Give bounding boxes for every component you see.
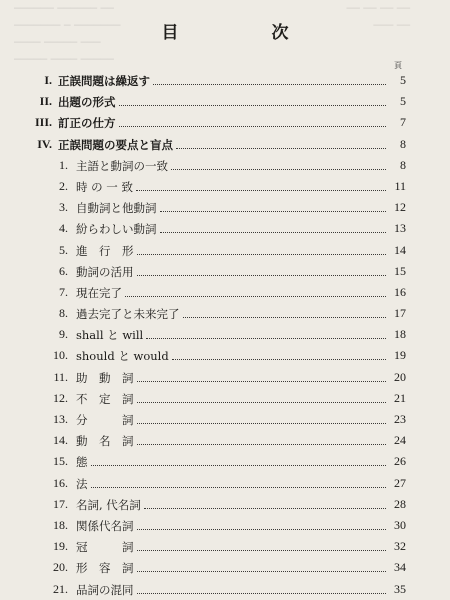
entry-number: 2. (59, 178, 68, 193)
entry-leader (76, 264, 388, 280)
entry-number: 12. (53, 390, 68, 405)
entry-number: 8. (59, 306, 68, 321)
entry-page-number: 8 (400, 157, 406, 172)
dot-leader (137, 381, 387, 382)
entry-title: 自動詞と他動詞 (76, 201, 157, 216)
entry-page-number: 24 (394, 433, 406, 448)
entry-number: 20. (53, 560, 68, 575)
entry-number: 14. (53, 433, 68, 448)
entry-page-number: 7 (400, 115, 406, 130)
entry-number: 13. (53, 412, 68, 426)
dot-leader (137, 571, 387, 572)
entry-number: 19. (53, 539, 68, 554)
entry-leader (58, 73, 388, 89)
entry-leader (76, 454, 388, 470)
entry-leader (58, 94, 388, 110)
toc-entry-row (0, 197, 450, 218)
entry-leader (76, 560, 388, 576)
entry-page-number: 18 (394, 327, 406, 342)
toc-entry-row (0, 557, 450, 578)
entry-number: II. (39, 94, 52, 109)
entry-number: 15. (53, 454, 68, 469)
entry-title: 紛らわしい動詞 (76, 222, 157, 237)
dot-leader (137, 423, 387, 424)
entry-page-number: 35 (394, 581, 406, 596)
dot-leader (119, 126, 387, 127)
entry-number: 5. (59, 242, 68, 257)
entry-leader (76, 433, 388, 449)
toc-section-row (0, 70, 450, 91)
entry-title: 態 (76, 455, 88, 470)
entry-leader (76, 285, 388, 301)
entry-page-number: 15 (394, 263, 406, 278)
entry-page-number: 28 (394, 496, 406, 511)
entry-title: 過去完了と未来完了 (76, 307, 180, 322)
entry-number: 11. (53, 369, 68, 384)
dot-leader (137, 254, 387, 255)
entry-number: 9. (59, 327, 68, 342)
toc-section-row (0, 91, 450, 112)
toc-entry-row (0, 430, 450, 451)
entry-page-number: 14 (394, 242, 406, 257)
entry-title: 分 詞 (76, 413, 134, 427)
entry-title: 品詞の混同 (76, 582, 134, 597)
entry-title: 冠 詞 (76, 540, 134, 555)
entry-title: 関係代名詞 (76, 518, 134, 533)
dot-leader (137, 275, 387, 276)
show-through-text-right: ── ── ── ── ─── ── (346, 2, 410, 32)
dot-leader (137, 444, 387, 445)
entry-title: 出題の形式 (58, 95, 116, 110)
entry-leader (76, 200, 388, 216)
entry-number: IV. (37, 136, 52, 151)
entry-number: 3. (59, 200, 68, 215)
dot-leader (176, 148, 386, 149)
entry-leader (76, 158, 388, 174)
entry-page-number: 21 (394, 390, 406, 405)
entry-leader (76, 539, 388, 555)
entry-leader (76, 348, 388, 364)
dot-leader (125, 296, 386, 297)
toc-entry-row (0, 515, 450, 536)
toc-entry-row (0, 367, 450, 388)
entry-title: 形 容 詞 (76, 561, 134, 576)
page-title: 目 次 (161, 23, 327, 43)
entry-title: 正誤問題は繰返す (58, 74, 150, 88)
toc-entry-row (0, 494, 450, 515)
entry-page-number: 5 (400, 73, 406, 87)
entry-number: 4. (59, 221, 68, 236)
entry-number: 21. (53, 581, 68, 596)
entry-page-number: 26 (394, 454, 406, 469)
entry-title: 助 動 詞 (76, 370, 134, 385)
entry-leader (76, 497, 388, 513)
toc-entry-row (0, 282, 450, 303)
entry-title: 訂正の仕方 (58, 116, 116, 131)
entry-number: I. (44, 73, 52, 87)
toc-entry-row (0, 155, 450, 176)
entry-number: 1. (59, 157, 68, 172)
entry-title: 主語と動詞の一致 (76, 158, 168, 173)
entry-leader (76, 370, 388, 386)
toc-entry-row (0, 218, 450, 239)
entry-leader (76, 412, 388, 428)
entry-leader (76, 518, 388, 534)
dot-leader (153, 84, 386, 85)
table-of-contents (0, 70, 450, 600)
entry-title: 進 行 形 (76, 243, 134, 258)
toc-section-row (0, 134, 450, 155)
entry-leader (76, 476, 388, 492)
dot-leader (91, 465, 387, 466)
entry-page-number: 23 (394, 412, 406, 426)
toc-entry-row (0, 579, 450, 600)
entry-leader (76, 582, 388, 598)
dot-leader (137, 593, 387, 594)
entry-title: 現在完了 (76, 285, 122, 300)
entry-leader (76, 306, 388, 322)
dot-leader (144, 508, 386, 509)
entry-title: 不 定 詞 (76, 391, 134, 406)
entry-page-number: 12 (394, 200, 406, 215)
entry-leader (76, 221, 388, 237)
entry-page-number: 20 (394, 369, 406, 384)
dot-leader (137, 402, 387, 403)
entry-number: 7. (59, 284, 68, 299)
dot-leader (146, 338, 386, 339)
entry-leader (76, 327, 388, 343)
entry-title: 時 の 一 致 (76, 179, 133, 194)
entry-title: 動 名 詞 (76, 434, 134, 449)
toc-entry-row (0, 261, 450, 282)
toc-entry-row (0, 303, 450, 324)
entry-title: 名詞, 代名詞 (76, 497, 141, 512)
entry-number: 10. (53, 348, 68, 363)
entry-page-number: 13 (394, 221, 406, 236)
entry-number: 16. (53, 475, 68, 490)
dot-leader (160, 232, 387, 233)
toc-entry-row (0, 240, 450, 261)
toc-entry-row (0, 536, 450, 557)
entry-number: 17. (53, 496, 68, 511)
entry-page-number: 19 (394, 348, 406, 363)
entry-leader (76, 179, 388, 195)
toc-entry-row (0, 409, 450, 430)
dot-leader (183, 317, 387, 318)
dot-leader (160, 211, 387, 212)
entry-page-number: 5 (400, 94, 406, 109)
entry-page-number: 17 (394, 306, 406, 321)
entry-title: shall と will (76, 328, 144, 343)
entry-page-number: 8 (400, 136, 406, 151)
toc-entry-row (0, 451, 450, 472)
entry-title: should と would (76, 349, 169, 364)
toc-entry-row (0, 345, 450, 366)
dot-leader (119, 105, 387, 106)
dot-leader (137, 550, 387, 551)
entry-title: 法 (76, 476, 88, 491)
dot-leader (172, 359, 386, 360)
show-through-text: ────── ────── ── ─────── ─ ─────── ──── ───── ─── ───── ──── ───── (14, 2, 121, 66)
toc-entry-row (0, 324, 450, 345)
dot-leader (137, 529, 387, 530)
toc-entry-row (0, 388, 450, 409)
entry-number: III. (34, 115, 52, 130)
page-column-label: 頁 (394, 61, 402, 70)
entry-leader (58, 115, 388, 131)
entry-leader (58, 137, 388, 153)
dot-leader (171, 169, 386, 170)
toc-entry-row (0, 473, 450, 494)
toc-entry-row (0, 176, 450, 197)
entry-title: 動詞の活用 (76, 264, 134, 279)
entry-leader (76, 391, 388, 407)
entry-page-number: 30 (394, 517, 406, 532)
entry-page-number: 11 (394, 178, 406, 193)
entry-page-number: 27 (394, 475, 406, 490)
toc-section-row (0, 112, 450, 133)
entry-page-number: 16 (394, 284, 406, 299)
entry-page-number: 32 (394, 539, 406, 554)
dot-leader (91, 487, 387, 488)
dot-leader (136, 190, 386, 191)
entry-number: 6. (59, 263, 68, 278)
entry-title: 正誤問題の要点と盲点 (58, 137, 173, 152)
entry-leader (76, 243, 388, 259)
entry-page-number: 34 (394, 560, 406, 575)
entry-number: 18. (53, 517, 68, 532)
